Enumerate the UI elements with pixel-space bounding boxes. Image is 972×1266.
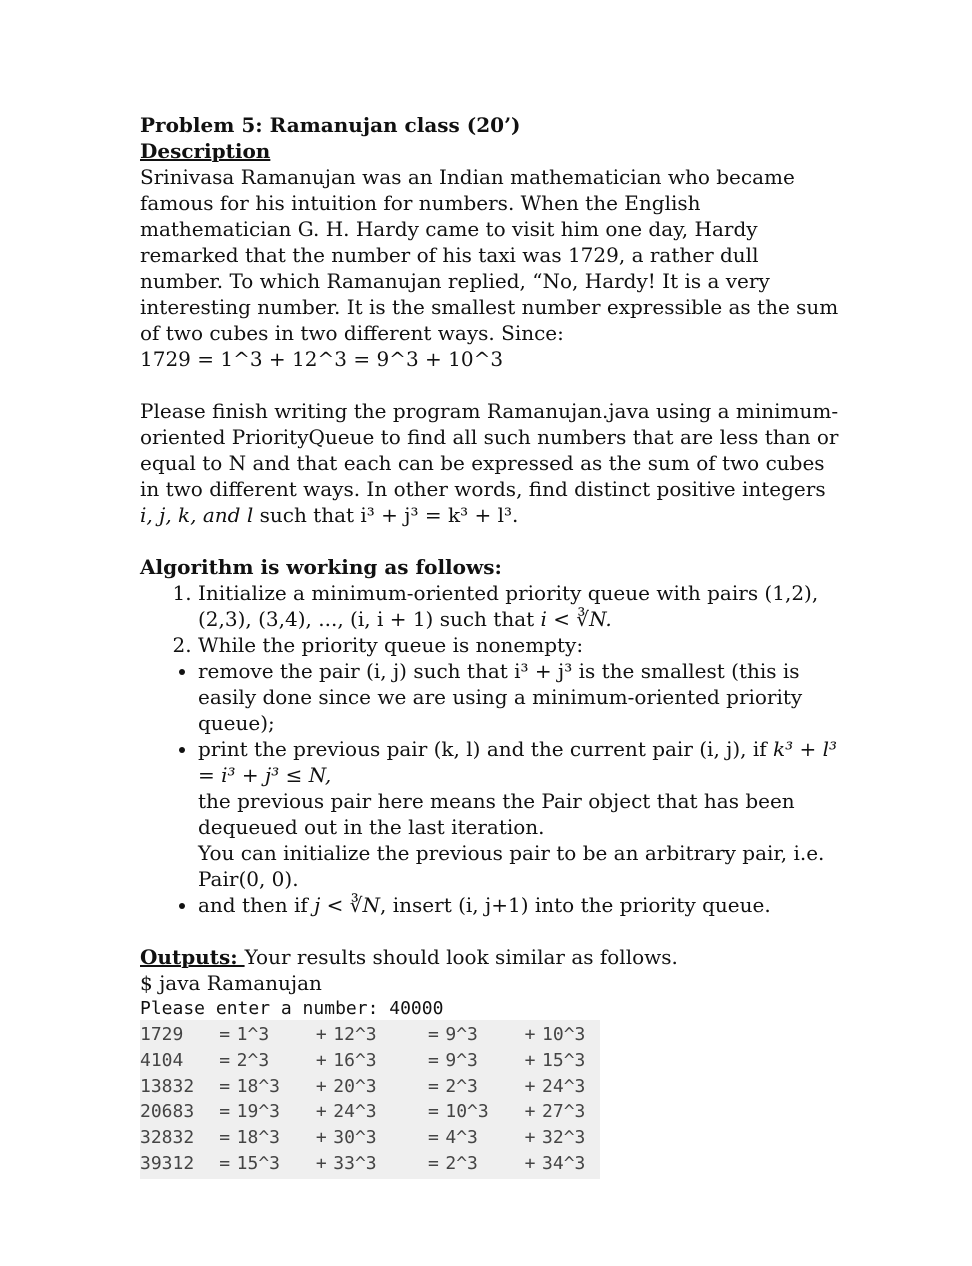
equals-sign: = <box>427 1127 439 1149</box>
cube-term: 27^3 <box>542 1101 586 1123</box>
plus-sign: + <box>315 1127 327 1149</box>
equals-sign: = <box>427 1024 439 1045</box>
console-row <box>140 1125 600 1151</box>
problem-title: Problem 5: Ramanujan class (20’) <box>140 113 521 137</box>
cube-term: 2^3 <box>236 1049 270 1071</box>
equals-sign: = <box>427 1152 439 1174</box>
plus-sign: + <box>524 1152 536 1174</box>
console-row <box>140 1099 600 1125</box>
cube-term: 24^3 <box>333 1101 377 1123</box>
equals-sign: = <box>427 1049 439 1071</box>
result-number: 32832 <box>140 1127 195 1149</box>
plus-sign: + <box>315 1049 327 1071</box>
plus-sign: + <box>524 1049 536 1071</box>
cube-term: 15^3 <box>236 1152 280 1174</box>
bullet-insert: • and then if j < ∛N, insert (i, j+1) into the priority queue. <box>198 892 840 918</box>
cube-term: 1^3 <box>236 1024 270 1045</box>
cube-term: 16^3 <box>333 1049 377 1071</box>
algorithm-steps <box>140 580 840 658</box>
algorithm-step-2: 2. While the priority queue is nonempty: <box>198 632 840 658</box>
run-command: $ java Ramanujan <box>140 971 322 995</box>
input-prompt: Please enter a number: 40000 <box>140 998 444 1019</box>
cube-term: 10^3 <box>445 1101 489 1123</box>
step1-condition: i < ∛N. <box>540 607 612 631</box>
equals-sign: = <box>219 1152 231 1174</box>
equals-sign: = <box>427 1101 439 1123</box>
cube-term: 2^3 <box>445 1075 478 1097</box>
cube-term: 12^3 <box>333 1024 377 1045</box>
cube-term: 20^3 <box>333 1075 377 1097</box>
cube-term: 33^3 <box>333 1152 377 1174</box>
equals-sign: = <box>219 1024 231 1045</box>
cube-term: 18^3 <box>236 1127 280 1149</box>
cube-term: 2^3 <box>445 1152 478 1174</box>
task-variables: i, j, k, and l <box>140 503 254 527</box>
equals-sign: = <box>427 1075 439 1097</box>
result-number: 39312 <box>140 1152 195 1174</box>
algorithm-bullets <box>140 658 840 918</box>
algorithm-step-1: 1. Initialize a minimum-oriented priority queue with pairs (1,2), (2,3), (3,4), ..., (i, i + 1) such that i < ∛N. <box>198 580 840 632</box>
cube-term: 19^3 <box>236 1101 280 1123</box>
plus-sign: + <box>315 1152 327 1174</box>
bullet-print: • print the previous pair (k, l) and the current pair (i, j), if k³ + l³ = i³ + j³ ≤ N, the previous pair here means the Pair object that has been dequeued out in the last iteration. You can initialize the previous pair to be an arbitrary pair, i.e. Pair(0, 0). <box>198 736 840 892</box>
cube-term: 9^3 <box>445 1049 478 1071</box>
console-row <box>140 1022 600 1048</box>
cube-term: 32^3 <box>542 1127 586 1149</box>
equals-sign: = <box>219 1101 231 1123</box>
cube-term: 9^3 <box>445 1024 478 1045</box>
console-row <box>140 1048 600 1074</box>
plus-sign: + <box>524 1101 536 1123</box>
plus-sign: + <box>524 1024 536 1045</box>
cube-term: 34^3 <box>542 1152 586 1174</box>
equals-sign: = <box>219 1049 231 1071</box>
task-paragraph: Please finish writing the program Ramanujan.java using a minimum-oriented PriorityQueue to find all such numbers that are less than or equal to N and that each can be expressed as the sum of two cubes in two different ways. In other words, find distinct positive integers i, j, k, and l such that i³ + j³ = k³ + l³. <box>140 399 839 527</box>
console-row <box>140 1074 600 1100</box>
taxi-equation: 1729 = 1^3 + 12^3 = 9^3 + 10^3 <box>140 347 504 371</box>
equals-sign: = <box>219 1075 231 1097</box>
plus-sign: + <box>315 1075 327 1097</box>
equals-sign: = <box>219 1127 231 1149</box>
cube-term: 24^3 <box>542 1075 586 1097</box>
cube-term: 4^3 <box>445 1127 478 1149</box>
description-paragraph: Srinivasa Ramanujan was an Indian mathematician who became famous for his intuition for numbers. When the English mathematician G. H. Hardy came to visit him one day, Hardy remarked that the number of his taxi was 1729, a rather dull number. To which Ramanujan replied, “No, Hardy! It is a very interesting number. It is the smallest number expressible as the sum of two cubes in two different ways. Since: <box>140 165 839 345</box>
bullet-print-note2: You can initialize the previous pair to be an arbitrary pair, i.e. Pair(0, 0). <box>198 841 825 891</box>
plus-sign: + <box>315 1101 327 1123</box>
result-number: 4104 <box>140 1049 184 1071</box>
bullet-remove: • remove the pair (i, j) such that i³ + j³ is the smallest (this is easily done since we are using a minimum-oriented priority queue); <box>198 658 840 736</box>
outputs-intro: Your results should look similar as follows. <box>244 945 678 969</box>
cube-term: 30^3 <box>333 1127 377 1149</box>
plus-sign: + <box>524 1127 536 1149</box>
cube-term: 15^3 <box>542 1049 586 1071</box>
bullet-print-note1: the previous pair here means the Pair object that has been dequeued out in the last iteration. <box>198 789 795 839</box>
plus-sign: + <box>524 1075 536 1097</box>
algorithm-heading: Algorithm is working as follows: <box>140 555 502 579</box>
result-number: 1729 <box>140 1024 184 1045</box>
bullet-print-condition: k³ + l³ = i³ + j³ ≤ N, <box>198 737 838 787</box>
outputs-line <box>140 944 840 970</box>
bullet-insert-condition: j < ∛N <box>314 893 381 917</box>
console-output <box>140 1020 600 1179</box>
plus-sign: + <box>315 1024 327 1045</box>
description-heading: Description <box>140 139 271 163</box>
cube-term: 18^3 <box>236 1075 280 1097</box>
result-number: 13832 <box>140 1075 195 1097</box>
result-number: 20683 <box>140 1101 195 1123</box>
outputs-heading: Outputs: <box>140 945 245 969</box>
console-row <box>140 1151 600 1177</box>
cube-term: 10^3 <box>542 1024 586 1045</box>
document-page <box>140 112 840 1179</box>
